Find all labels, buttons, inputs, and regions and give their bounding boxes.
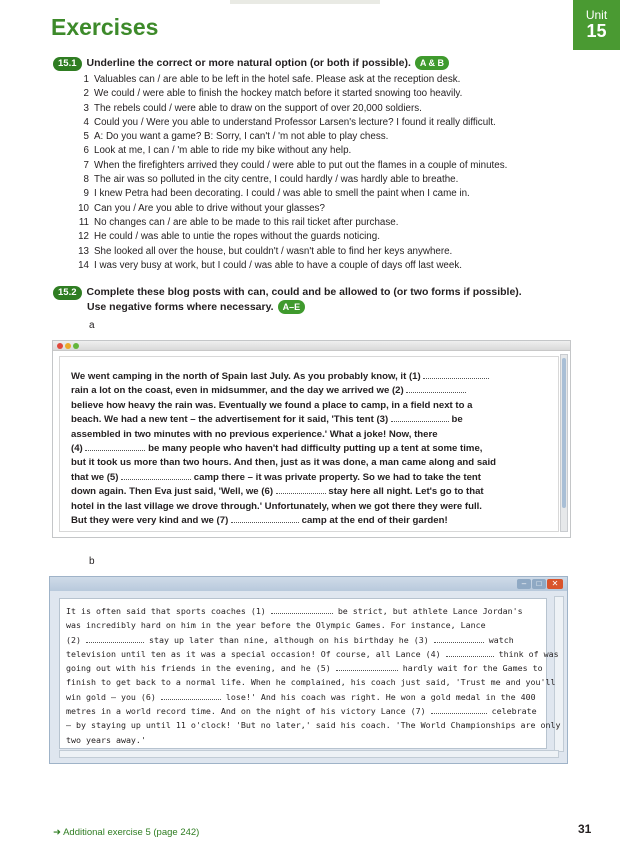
exercise-item [78, 116, 568, 130]
item-text[interactable]: A: Do you want a game? B: Sorry, I can't / 'm not able to play chess. [94, 131, 389, 143]
section-reference-badge: A & B [415, 56, 449, 70]
answer-gap[interactable] [86, 634, 144, 643]
text-line: – by staying up until 11 o'clock! 'But no later,' said his coach. 'The World Championships are only [66, 720, 561, 731]
vertical-scrollbar[interactable] [560, 354, 568, 532]
item-number: 7 [83, 159, 89, 171]
text-line: It is often said that sports coaches (1) [66, 606, 266, 616]
answer-gap[interactable] [406, 384, 466, 393]
item-text[interactable]: No changes can / are able to be made to this rail ticket after purchase. [94, 216, 399, 228]
item-text[interactable]: The rebels could / were able to draw on the support of over 20,000 soldiers. [94, 102, 422, 114]
exercise-instruction: Complete these blog posts with can, could and be allowed to (or two forms if possible). [86, 286, 522, 298]
item-number: 13 [78, 245, 89, 257]
item-text[interactable]: The air was so polluted in the city centre, I could hardly / was hardly able to breathe. [94, 174, 459, 186]
exercise-item [78, 73, 568, 87]
text-line: (4) [71, 442, 83, 454]
answer-gap[interactable] [423, 370, 489, 379]
exercise-item [78, 130, 568, 144]
exercise-item [78, 87, 568, 101]
close-dot-icon[interactable] [57, 343, 63, 349]
text-line: think of was [498, 648, 559, 659]
text-line: be strict, but athlete Lance Jordan's [337, 606, 523, 616]
answer-gap[interactable] [85, 442, 145, 451]
exercise-item [78, 202, 568, 216]
text-line: assembled in two minutes with no previous experience.' What a joke! Now, there [71, 428, 438, 440]
item-number: 12 [78, 231, 89, 243]
exercise-instruction-cont: Use negative forms where necessary. [87, 301, 274, 313]
window-title-bar [50, 577, 567, 591]
window-title-bar [53, 341, 570, 351]
text-line: be many people who haven't had difficulty putting up a tent at some time, [148, 442, 483, 454]
item-number: 6 [83, 145, 89, 157]
item-text[interactable]: Valuables can / are able to be left in the hotel safe. Please ask at the reception desk. [94, 74, 461, 85]
text-line: was incredibly hard on him in the year before the Olympic Games. For instance, Lance [66, 620, 486, 631]
item-text[interactable]: Can you / Are you able to drive without your glasses? [94, 202, 325, 214]
exercise-15-2-heading [53, 285, 522, 314]
answer-gap[interactable] [434, 634, 484, 643]
page-number: 31 [578, 822, 592, 836]
answer-gap[interactable] [336, 662, 398, 671]
item-text[interactable]: We could / were able to finish the hockey match before it started snowing too heavily. [94, 88, 463, 100]
maximize-dot-icon[interactable] [73, 343, 79, 349]
close-icon[interactable]: ✕ [547, 579, 563, 589]
part-b-label: b [89, 556, 95, 567]
text-line: win gold – you (6) [66, 691, 156, 702]
text-line: television until ten as it was a special occasion! Of course, all Lance (4) [66, 648, 441, 659]
exercise-item [78, 159, 568, 173]
answer-gap[interactable] [276, 485, 326, 494]
item-text[interactable]: She looked all over the house, but couldn't / wasn't able to find her keys anywhere. [94, 245, 453, 257]
item-number: 4 [83, 116, 89, 128]
unit-label: Unit [585, 8, 608, 22]
exercise-item [78, 187, 568, 201]
minimize-dot-icon[interactable] [65, 343, 71, 349]
additional-exercise-link[interactable]: ➜ Additional exercise 5 (page 242) [53, 827, 200, 838]
exercise-instruction: Underline the correct or more natural option (or both if possible). [86, 57, 411, 69]
answer-gap[interactable] [161, 691, 221, 700]
text-line: But they were very kind and we (7) [71, 514, 229, 526]
link-text: Additional exercise 5 (page 242) [63, 827, 200, 838]
text-line: camp at the end of their garden! [301, 514, 448, 526]
item-number: 8 [83, 174, 89, 186]
text-line: that we (5) [71, 471, 119, 483]
blog-text-b [66, 604, 561, 747]
exercise-15-1-items [78, 73, 568, 273]
text-line: beach. We had a new tent – the advertisement for it said, 'This tent (3) [71, 414, 389, 426]
maximize-icon[interactable]: □ [532, 579, 546, 589]
exercise-15-1-heading [53, 56, 449, 71]
item-text[interactable]: When the firefighters arrived they could / were able to put out the flames in a couple of minutes. [94, 159, 508, 171]
exercise-item [78, 216, 568, 230]
item-text[interactable]: He could / was able to untie the ropes without the guards noticing. [94, 231, 380, 243]
part-a-label: a [89, 320, 95, 331]
exercise-item [78, 230, 568, 244]
horizontal-scrollbar[interactable] [59, 750, 559, 758]
blog-text-a [71, 370, 543, 528]
text-line: hardly wait for the Games to [402, 663, 543, 674]
text-line: finish to get back to a normal life. When he complained, his coach just said, 'Trust me and you'll [66, 677, 556, 688]
item-number: 10 [78, 202, 89, 214]
text-line: rain a lot on the coast, even in midsummer, and the day we arrived we (2) [71, 385, 404, 397]
item-number: 5 [83, 131, 89, 143]
exercise-item [78, 144, 568, 158]
item-text[interactable]: I knew Petra had been decorating. I could / was able to smell the paint when I came in. [94, 188, 470, 200]
answer-gap[interactable] [271, 605, 333, 614]
text-line: but it took us more than two hours. And then, just as it was done, a man came along and said [71, 457, 497, 469]
exercise-item [78, 102, 568, 116]
item-number: 3 [83, 102, 89, 114]
text-line: celebrate [491, 706, 537, 717]
unit-tab [573, 0, 620, 50]
item-number: 14 [78, 259, 89, 271]
text-line: stay here all night. Let's go to that [328, 486, 484, 498]
text-line: lose!' And his coach was right. He won a gold medal in the 400 [225, 691, 536, 702]
text-line: believe how heavy the rain was. Eventually we found a place to camp, in a field next to a [71, 399, 473, 411]
exercise-item [78, 259, 568, 273]
item-number: 2 [83, 88, 89, 100]
answer-gap[interactable] [231, 514, 299, 523]
text-line: camp there – it was private property. So we had to take the tent [193, 471, 481, 483]
minimize-icon[interactable]: – [517, 579, 531, 589]
item-number: 1 [83, 74, 89, 85]
answer-gap[interactable] [391, 413, 449, 422]
text-line: going out with his friends in the evening, and he (5) [66, 663, 331, 674]
item-text[interactable]: Could you / Were you able to understand Professor Larsen's lecture? I found it really difficult. [94, 116, 496, 128]
answer-gap[interactable] [431, 705, 487, 714]
item-text[interactable]: I was very busy at work, but I could / was able to have a couple of days off last week. [94, 259, 462, 271]
text-line: stay up later than nine, although on his birthday he (3) [149, 634, 429, 645]
header-strip [230, 0, 380, 4]
answer-gap[interactable] [446, 648, 494, 657]
exercise-item [78, 245, 568, 259]
text-line: We went camping in the north of Spain last July. As you probably know, it (1) [71, 371, 421, 382]
answer-gap[interactable] [121, 471, 191, 480]
exercise-number-badge: 15.1 [53, 57, 82, 71]
text-line: hotel in the last village we drove through.' Unfortunately, when we got there they were full. [71, 500, 482, 512]
text-line: down again. Then Eva just said, 'Well, we (6) [71, 486, 274, 498]
item-text[interactable]: Look at me, I can / 'm able to ride my bike without any help. [94, 145, 352, 157]
page-title: Exercises [51, 14, 159, 40]
item-number: 9 [83, 188, 89, 200]
exercise-item [78, 173, 568, 187]
text-line: (2) [66, 634, 81, 645]
text-line: two years away.' [66, 734, 146, 745]
scroll-thumb[interactable] [562, 358, 566, 508]
exercise-number-badge: 15.2 [53, 286, 82, 300]
section-reference-badge: A–E [278, 300, 306, 314]
text-line: be [451, 414, 463, 426]
text-line: metres in a world record time. And on the night of his victory Lance (7) [66, 706, 426, 717]
unit-number: 15 [586, 21, 607, 41]
text-line: watch [488, 634, 514, 645]
item-number: 11 [78, 216, 89, 228]
